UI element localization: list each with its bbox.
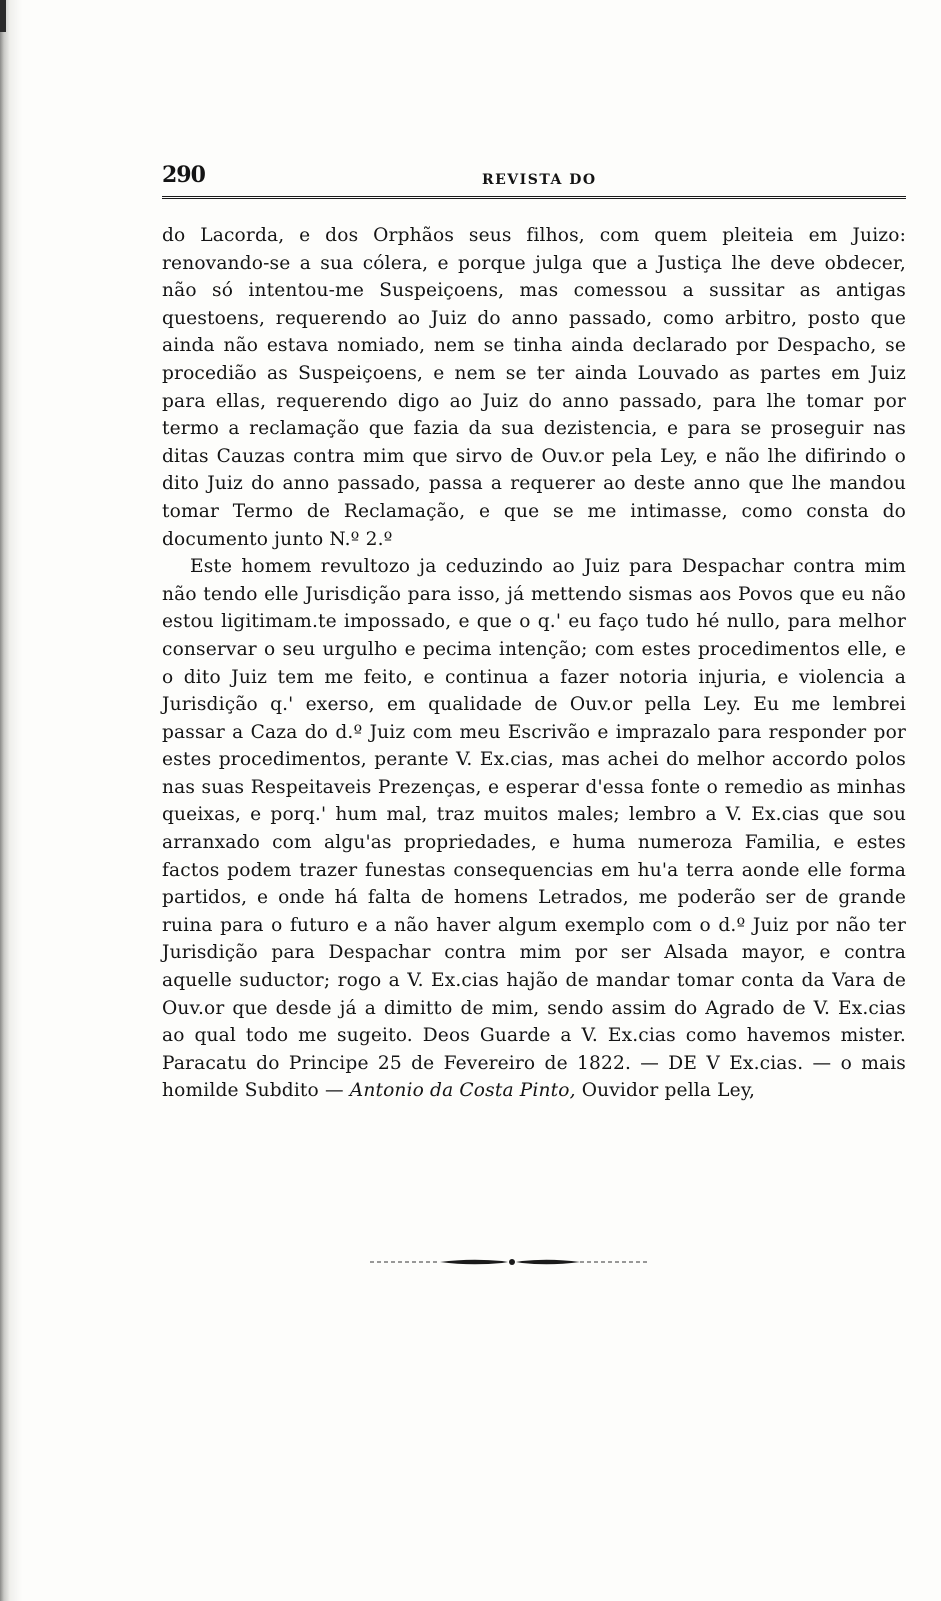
signature-title: Ouvidor pella Ley, [575,1080,756,1102]
running-head: REVISTA DO [482,172,597,188]
page-header [162,162,906,192]
page-binding-edge [0,0,22,1601]
scan-artifact [0,0,6,32]
paragraph-2 [162,553,906,1105]
paragraph-2-text: Este homem revultozo ja ceduzindo ao Juiz para Despachar contra mim não tendo elle Jurisdição para isso, já mettendo sismas aos Povos que eu não estou ligitimam.te impossado, e que o q.' eu faço tudo hé nullo, para melhor conservar o seu urgulho e pecima intenção; com estes procedimentos elle, e o dito Juiz tem me feito, e continua a fazer notoria injuria, e violencia a Jurisdição q.' exerso, em qualidade de Ouv.or pella Ley. Eu me lembrei passar a Caza do d.º Juiz com meu Escrivão e imprazalo para responder por estes procedimentos, perante V. Ex.cias, mas achei do melhor accordo polos nas suas Respeitaveis Prezenças, e esperar d'essa fonte o remedio as minhas queixas, e porq.' hum mal, traz muitos males; lembro a V. Ex.cias que sou arranxado com algu'as propriedades, e huma numeroza Familia, e estes factos podem trazer funestas consequencias em hu'a terra aonde elle forma partidos, e onde há falta de homens Letrados, me poderão ser de grande ruina para o futuro e a não haver algum exemplo com o d.º Juiz por não ter Jurisdição para Despachar contra mim por ser Alsada mayor, e contra aquelle suductor; rogo a V. Ex.cias hajão de mandar tomar conta da Vara de Ouv.or que desde já a dimitto de mim, sendo assim do Agrado de V. Ex.cias ao qual todo me sugeito. Deos Guarde a V. Ex.cias como havemos mister. Paracatu do Principe 25 de Fevereiro de 1822. — DE V Ex.cias. — o mais homilde Subdito — [162,556,906,1102]
body-text [162,222,906,1105]
closing-ornament [370,1255,650,1269]
paragraph-1: do Lacorda, e dos Orphãos seus filhos, com quem pleiteia em Juizo: renovando-se a sua cólera, e porque julga que a Justiça lhe deve obdecer, não só intentou-me Suspeiçoens, mas comessou a sussitar as antigas questoens, requerendo ao Juiz do anno passado, como arbitro, posto que ainda não estava nomiado, nem se tinha ainda declarado por Despacho, se procedião as Suspeiçoens, e nem se ter ainda Louvado as partes em Juiz para ellas, requerendo digo ao Juiz do anno passado, para lhe tomar por termo a reclamação que fazia da sua dezistencia, e para se proseguir nas ditas Cauzas contra mim que sirvo de Ouv.or pela Ley, e não lhe difirindo o dito Juiz do anno passado, passa a requerer ao deste anno que lhe mandou tomar Termo de Reclamação, e que se me intimasse, como consta do documento junto N.º 2.º [162,225,906,550]
header-rule [162,196,906,199]
page-number: 290 [162,162,205,188]
signature-name: Antonio da Costa Pinto, [349,1080,576,1102]
